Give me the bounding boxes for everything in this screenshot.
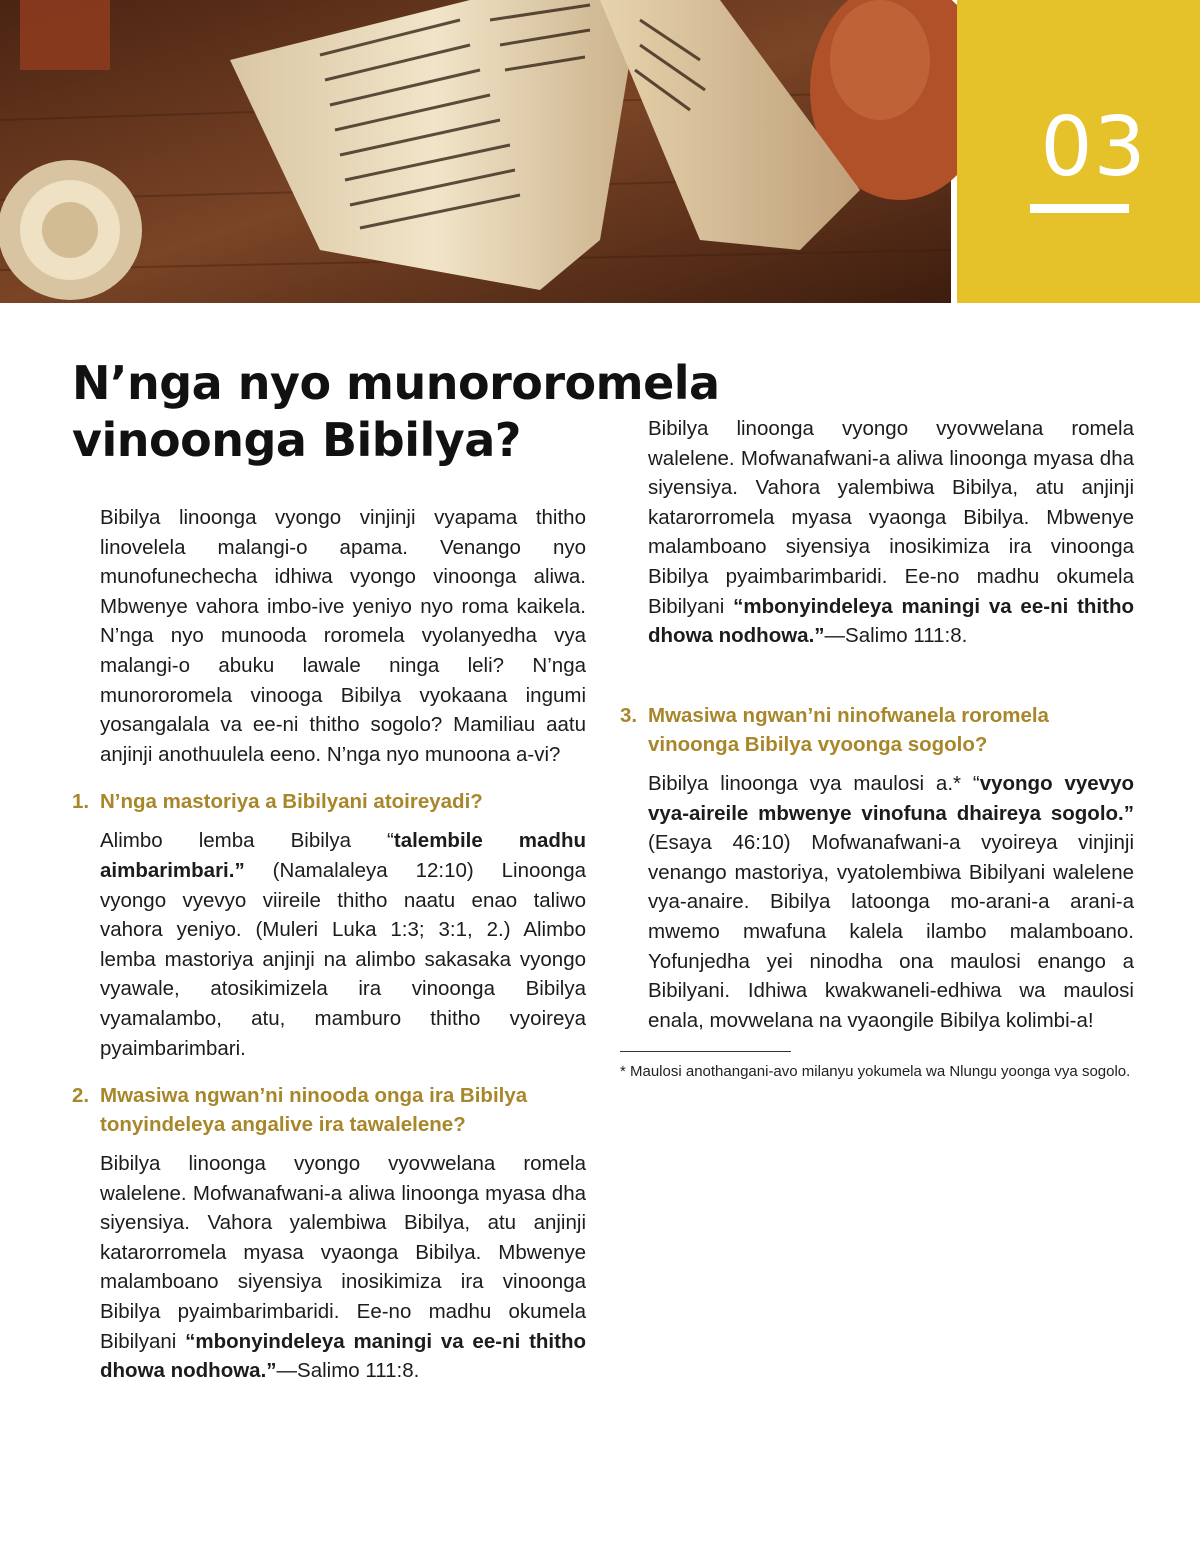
intro-paragraph: Bibilya linoonga vyongo vinjinji vyapama thitho linovelela malangi-o apama. Venango nyo munofunechecha idhiwa vyongo vinoonga aliwa. Mbwenye vahora imbo-ive yeniyo nyo roma kaikela. N’nga nyo munooda roromela vyolanyedha vya malangi-o abuku lawale ninga leli? N’nga munororomela vinooga Bibilya vyokaana ingumi yosangalala va ee-ni thitho sogolo? Mamiliau aatu anjinji anothuulela eeno. N’nga nyo munoona a-vi? xyxy=(100,506,586,766)
title-line-2: vinoonga Bibilya? xyxy=(72,413,521,467)
question-2-text: Mwasiwa ngwan’ni ninooda onga ira Bibilya tonyindeleya angalive ira tawalelene? xyxy=(100,1084,528,1137)
answer-1-text-b: (Namalaleya 12:10) Linoonga vyongo vyevyo viireile thitho naatu enao taliwo vahora yeniyo. (Muleri Luka 1:3; 3:1, 2.) Alimbo lemba mastoriya anjinji na alimbo sakasaka vyongo vyawale, atosikimizela ira vinoonga Bibilya vyamalambo, atu, mamburo thitho vyoireya pyaimbarimbari. xyxy=(100,858,586,1060)
footnote-divider xyxy=(620,1051,791,1052)
question-2-number: 2. xyxy=(72,1084,90,1108)
chapter-number: 03 xyxy=(1040,100,1147,195)
question-1-text: N’nga mastoriya a Bibilyani atoireyadi? xyxy=(100,790,483,814)
answer-3-text-a: Bibilya linoonga vya maulosi a.* “ xyxy=(648,772,980,795)
answer-2-text-a: Bibilya linoonga vyongo vyovwelana romela walelene. Mofwanafwani-a aliwa linoonga myasa dha siyensiya. Vahora yalembiwa Bibilya, atu anjinji katarorromela myasa vyaonga Bibilya. Mbwenye malamboano siyensiya inosikimiza ira vinoonga Bibilya pyaimbarimbaridi. Ee-no madhu okumela Bibilyani xyxy=(100,1152,586,1353)
answer-1-text-a: Alimbo lemba Bibilya “ xyxy=(100,829,394,853)
answer-2-cont-bold: “mbonyindeleya maningi va ee-ni thitho dhowa nodhowa.” xyxy=(648,594,1135,648)
question-2 xyxy=(72,1081,586,1139)
answer-3-bold: vyongo vyevyo vya-aireile mbwenye vinofuna dhaireya sogolo.” xyxy=(648,772,1134,825)
answer-3-paragraph xyxy=(648,769,1134,1035)
chapter-underline xyxy=(1030,204,1129,213)
question-3-number: 3. xyxy=(620,704,638,727)
title-line-1: N’nga nyo munororomela xyxy=(72,356,720,410)
answer-2-paragraph-start xyxy=(100,1149,587,1383)
answer-1-paragraph xyxy=(100,826,586,1063)
scroll-image xyxy=(0,0,951,303)
question-1 xyxy=(72,787,586,816)
right-column xyxy=(620,417,1135,1082)
question-1-number: 1. xyxy=(72,790,90,814)
answer-1-bold: talembile madhu aimbarimbari.” xyxy=(100,829,586,882)
left-column xyxy=(72,503,587,1383)
answer-2-continuation xyxy=(620,417,1135,683)
answer-2-paragraph-continued xyxy=(648,414,1134,651)
question-3-text: Mwasiwa ngwan’ni ninofwanela roromela vinoonga Bibilya vyoonga sogolo? xyxy=(648,704,1049,756)
answer-2-text-b: —Salimo 111:8. xyxy=(276,1359,420,1383)
answer-2-bold: “mbonyindeleya maningi va ee-ni thitho dhowa nodhowa.” xyxy=(100,1329,587,1383)
chapter-box xyxy=(957,0,1200,303)
hero-image xyxy=(0,0,951,303)
answer-2-cont-text-b: —Salimo 111:8. xyxy=(824,624,968,648)
question-3 xyxy=(620,701,1134,759)
footnote: * Maulosi anothangani-avo milanyu yokumela wa Nlungu yoonga vya sogolo. xyxy=(620,1063,1131,1081)
answer-2-cont-text-a: Bibilya linoonga vyongo vyovwelana romela walelene. Mofwanafwani-a aliwa linoonga myasa dha siyensiya. Vahora yalembiwa Bibilya, atu anjinji katarorromela myasa vyaonga Bibilya. Mbwenye malamboano siyensiya inosikimiza ira vinoonga Bibilya pyaimbarimbaridi. Ee-no madhu okumela Bibilyani xyxy=(648,417,1134,618)
answer-3-text-b: (Esaya 46:10) Mofwanafwani-a vyoireya vinjinji venango mastoriya, vyatolembiwa Bibilyani walelene vya-anaire. Bibilya latoonga mo-arani-a arani-a mwemo mwafuna kalela ilambo malamboano. Yofunjedha yei ninodha ona maulosi enango a Bibilyani. Idhiwa kwakwaneli-edhiwa wa maulosi enala, movwelana na vyaongile Bibilya kolimbi-a! xyxy=(648,831,1134,1032)
